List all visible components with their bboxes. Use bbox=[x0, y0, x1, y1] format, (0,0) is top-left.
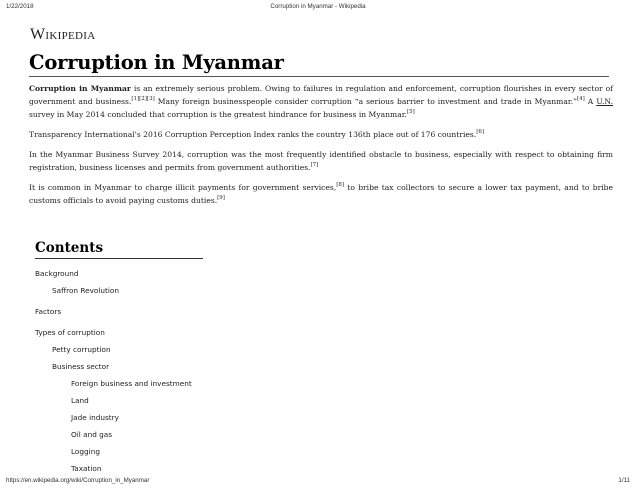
paragraph-text: is an extremely serious problem. Owing to failures in regulation and enforcement, corruption flourishes in every sector of government and business. bbox=[29, 84, 613, 106]
cpi-paragraph bbox=[29, 128, 613, 141]
toc-item-petty-corruption[interactable]: Petty corruption bbox=[52, 345, 111, 354]
print-url: https://en.wikipedia.org/wiki/Corruption_in_Myanmar bbox=[6, 477, 150, 484]
table-of-contents bbox=[35, 240, 205, 477]
toc-item-logging[interactable]: Logging bbox=[71, 447, 100, 456]
article-subject: Corruption in Myanmar bbox=[29, 84, 131, 93]
toc-item-factors[interactable]: Factors bbox=[35, 307, 62, 316]
citation-link[interactable]: [6] bbox=[476, 129, 485, 135]
print-header bbox=[6, 3, 630, 13]
title-divider bbox=[29, 76, 609, 77]
paragraph-text: A bbox=[584, 97, 597, 106]
paragraph-text: In the Myanmar Business Survey 2014, corruption was the most frequently identified obstacle to business, especially with respect to obtaining firm registration, business licenses and permits from government authorities. bbox=[29, 150, 613, 172]
toc-item-jade-industry[interactable]: Jade industry bbox=[71, 413, 119, 422]
citation-link[interactable]: [5] bbox=[406, 109, 415, 115]
citation-link[interactable]: [9] bbox=[217, 195, 225, 201]
toc-list bbox=[35, 265, 205, 477]
payments-paragraph bbox=[29, 181, 613, 207]
toc-item-taxation[interactable]: Taxation bbox=[71, 464, 102, 473]
citation-link[interactable]: [8] bbox=[336, 182, 345, 188]
print-page-title: Corruption in Myanmar - Wikipedia bbox=[270, 3, 366, 10]
paragraph-text: to bribe tax collectors to secure a lower tax payment, and to bribe customs officials to avoid paying customs duties. bbox=[29, 183, 614, 205]
citation-link[interactable]: [1][2][3] bbox=[131, 96, 155, 102]
toc-item-types-of-corruption[interactable]: Types of corruption bbox=[35, 328, 105, 337]
print-footer bbox=[6, 477, 630, 487]
toc-title: Contents bbox=[35, 240, 203, 259]
un-link[interactable]: U.N. bbox=[596, 97, 614, 106]
paragraph-text: Transparency International's 2016 Corruption Perception Index ranks the country 136th place out of 176 countries. bbox=[29, 130, 477, 139]
wikipedia-logo[interactable]: Wikipedia bbox=[30, 26, 96, 43]
toc-item-foreign-business[interactable]: Foreign business and investment bbox=[71, 379, 192, 388]
toc-item-business-sector[interactable]: Business sector bbox=[52, 362, 110, 371]
survey-paragraph bbox=[29, 148, 613, 174]
print-page-number: 1/11 bbox=[618, 477, 630, 484]
citation-link[interactable]: [4] bbox=[577, 96, 585, 102]
toc-item-land[interactable]: Land bbox=[71, 396, 89, 405]
print-date: 1/22/2018 bbox=[6, 3, 34, 10]
paragraph-text: It is common in Myanmar to charge illicit payments for government services, bbox=[29, 183, 337, 192]
citation-link[interactable]: [7] bbox=[310, 162, 319, 168]
page-title: Corruption in Myanmar bbox=[29, 51, 284, 74]
paragraph-text: survey in May 2014 concluded that corruption is the greatest hindrance for business in Myanmar. bbox=[29, 110, 407, 119]
toc-item-saffron-revolution[interactable]: Saffron Revolution bbox=[52, 286, 120, 295]
paragraph-text: Many foreign businesspeople consider corruption “a serious barrier to investment and trade in Myanmar.” bbox=[154, 97, 577, 106]
toc-item-background[interactable]: Background bbox=[35, 269, 79, 278]
article-body bbox=[29, 82, 613, 214]
intro-paragraph bbox=[29, 82, 613, 121]
toc-item-oil-and-gas[interactable]: Oil and gas bbox=[71, 430, 113, 439]
